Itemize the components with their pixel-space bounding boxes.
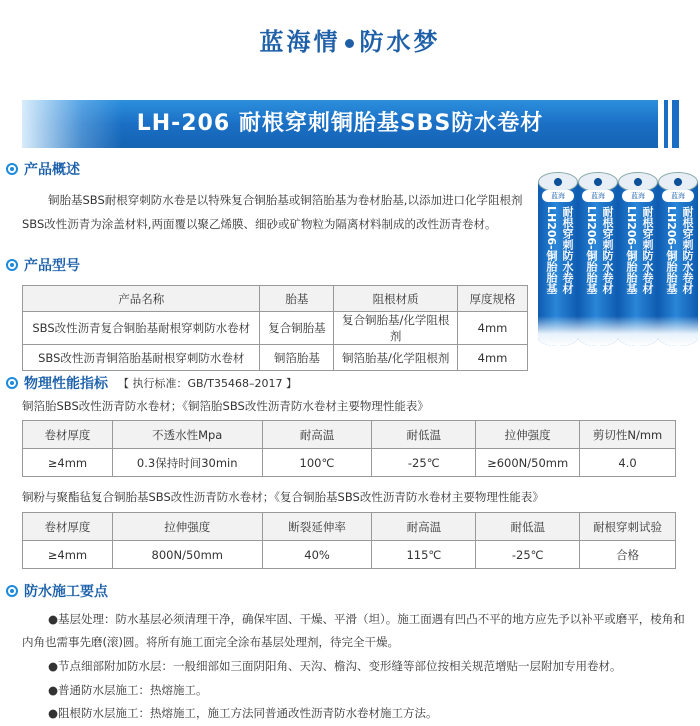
target-icon — [6, 163, 18, 175]
table-cell: 铜箔胎基/化学阻根剂 — [334, 345, 458, 371]
table-cell: -25℃ — [476, 541, 580, 569]
table-header-row — [23, 286, 528, 312]
table-header-row — [23, 421, 676, 449]
table-cell: 铜箔胎基 — [260, 345, 334, 371]
performance-table-1 — [22, 420, 676, 477]
table-header-cell: 耐高温 — [372, 513, 476, 541]
table2-caption: 铜粉与聚酯毡复合铜胎基SBS改性沥青防水卷材；《复合铜胎基SBS改性沥青防水卷材主要物理性能表》 — [22, 490, 544, 504]
section-title: 物理性能指标 — [24, 376, 108, 392]
roll-text: 耐根穿刺防水卷材 LH206-铜胎胎基 — [585, 206, 614, 294]
roll-text: 耐根穿刺防水卷材 LH206-铜胎胎基 — [625, 206, 654, 294]
table-cell: 4mm — [458, 345, 528, 371]
table-cell: ≥4mm — [23, 449, 113, 477]
table-cell: 115℃ — [372, 541, 476, 569]
table-cell: 合格 — [580, 541, 676, 569]
tip-3: ●普通防水层施工：热熔施工。 — [48, 683, 208, 697]
performance-table-2 — [22, 512, 676, 569]
table-cell: 复合铜胎基/化学阻根剂 — [334, 312, 458, 345]
table-header-cell: 不透水性Mpa — [112, 421, 262, 449]
target-icon — [6, 259, 18, 271]
table-header-cell: 产品名称 — [23, 286, 260, 312]
table-cell: ≥4mm — [23, 541, 113, 569]
section-heading-models — [6, 255, 80, 275]
table-cell: 800N/50mm — [112, 541, 262, 569]
bullet-dot-icon — [345, 39, 354, 48]
table-row — [23, 449, 676, 477]
section-title: 防水施工要点 — [24, 584, 108, 600]
table-row — [23, 312, 528, 345]
table-cell: 0.3保持时间30min — [112, 449, 262, 477]
table-cell: SBS改性沥青铜箔胎基耐根穿刺防水卷材 — [23, 345, 260, 371]
title-banner — [22, 100, 658, 148]
table-cell: SBS改性沥青复合铜胎基耐根穿刺防水卷材 — [23, 312, 260, 345]
roll-brand-tag: 蓝海 — [582, 190, 614, 202]
table-row — [23, 345, 528, 371]
table-header-cell: 耐根穿刺试验 — [580, 513, 676, 541]
table-cell: ≥600N/50mm — [476, 449, 580, 477]
tip-4: ●阻根防水层施工：热熔施工，施工方法同普通改性沥青防水卷材施工方法。 — [48, 706, 438, 720]
brand-left: 蓝海情 — [259, 27, 341, 56]
table-header-cell: 耐低温 — [476, 513, 580, 541]
table-header-cell: 阻根材质 — [334, 286, 458, 312]
table-cell: -25℃ — [372, 449, 476, 477]
table-header-cell: 厚度规格 — [458, 286, 528, 312]
table-header-cell: 耐低温 — [372, 421, 476, 449]
table-header-cell: 断裂延伸率 — [262, 513, 372, 541]
roll-brand-tag: 蓝海 — [622, 190, 654, 202]
table-row — [23, 541, 676, 569]
roll-brand-tag: 蓝海 — [542, 190, 574, 202]
table-header-cell: 剪切性N/mm — [580, 421, 676, 449]
table1-caption: 铜箔胎SBS改性沥青防水卷材；《铜箔胎SBS改性沥青防水卷材主要物理性能表》 — [22, 399, 429, 413]
banner-stripe — [672, 100, 679, 148]
overview-line-1: 铜胎基SBS耐根穿刺防水卷是以特殊复合铜胎基或铜箔胎基为卷材胎基,以添加进口化学阻根剂 — [48, 193, 523, 207]
table-header-cell: 拉伸强度 — [112, 513, 262, 541]
section-title: 产品概述 — [24, 162, 80, 178]
table-cell: 100℃ — [262, 449, 372, 477]
table-header-cell: 卷材厚度 — [23, 421, 113, 449]
section-heading-overview — [6, 159, 80, 179]
target-icon — [6, 585, 18, 597]
roll-text: 耐根穿刺防水卷材 LH206-铜胎胎基 — [545, 206, 574, 294]
table-header-cell: 拉伸强度 — [476, 421, 580, 449]
table-cell: 复合铜胎基 — [260, 312, 334, 345]
table-header-cell: 耐高温 — [262, 421, 372, 449]
page-title: LH-206 耐根穿刺铜胎基SBS防水卷材 — [136, 111, 544, 136]
table-header-cell: 胎基 — [260, 286, 334, 312]
tip-1-line-2: 内角也需事先磨(滚)圆。将所有施工面完全涂布基层处理剂，待完全干燥。 — [22, 635, 399, 649]
brand-slogan — [0, 22, 700, 57]
section-heading-performance — [6, 373, 297, 393]
roll — [538, 172, 578, 354]
table-cell: 40% — [262, 541, 372, 569]
table-cell: 4.0 — [580, 449, 676, 477]
table-header-cell: 卷材厚度 — [23, 513, 113, 541]
roll — [618, 172, 658, 354]
models-table — [22, 285, 528, 371]
roll — [578, 172, 618, 354]
roll-text: 耐根穿刺防水卷材 LH206-铜胎胎基 — [665, 206, 694, 294]
brand-right: 防水梦 — [359, 27, 441, 56]
target-icon — [6, 377, 18, 389]
tip-1-line-1: ●基层处理：防水基层必须清理干净，确保牢固、干燥、平滑（坦）。施工面遇有凹凸不平的地方应先予以补平或磨平，棱角和 — [48, 612, 685, 626]
roll — [658, 172, 698, 354]
section-heading-construction — [6, 581, 108, 601]
overview-line-2: SBS改性沥青为涂盖材料,两面覆以聚乙烯膜、细砂或矿物粒为隔离材料制成的改性沥青卷材。 — [22, 217, 497, 231]
roll-brand-tag: 蓝海 — [662, 190, 694, 202]
tip-2: ●节点细部附加防水层：一般细部如三面阴阳角、天沟、檐沟、变形缝等部位按相关规范增贴一层附加专用卷材。 — [48, 659, 622, 673]
banner-stripe — [664, 100, 668, 148]
section-title: 产品型号 — [24, 258, 80, 274]
product-image — [536, 172, 698, 354]
table-cell: 4mm — [458, 312, 528, 345]
table-header-row — [23, 513, 676, 541]
standard-note: 【 执行标准：GB/T35468–2017 】 — [118, 377, 297, 390]
